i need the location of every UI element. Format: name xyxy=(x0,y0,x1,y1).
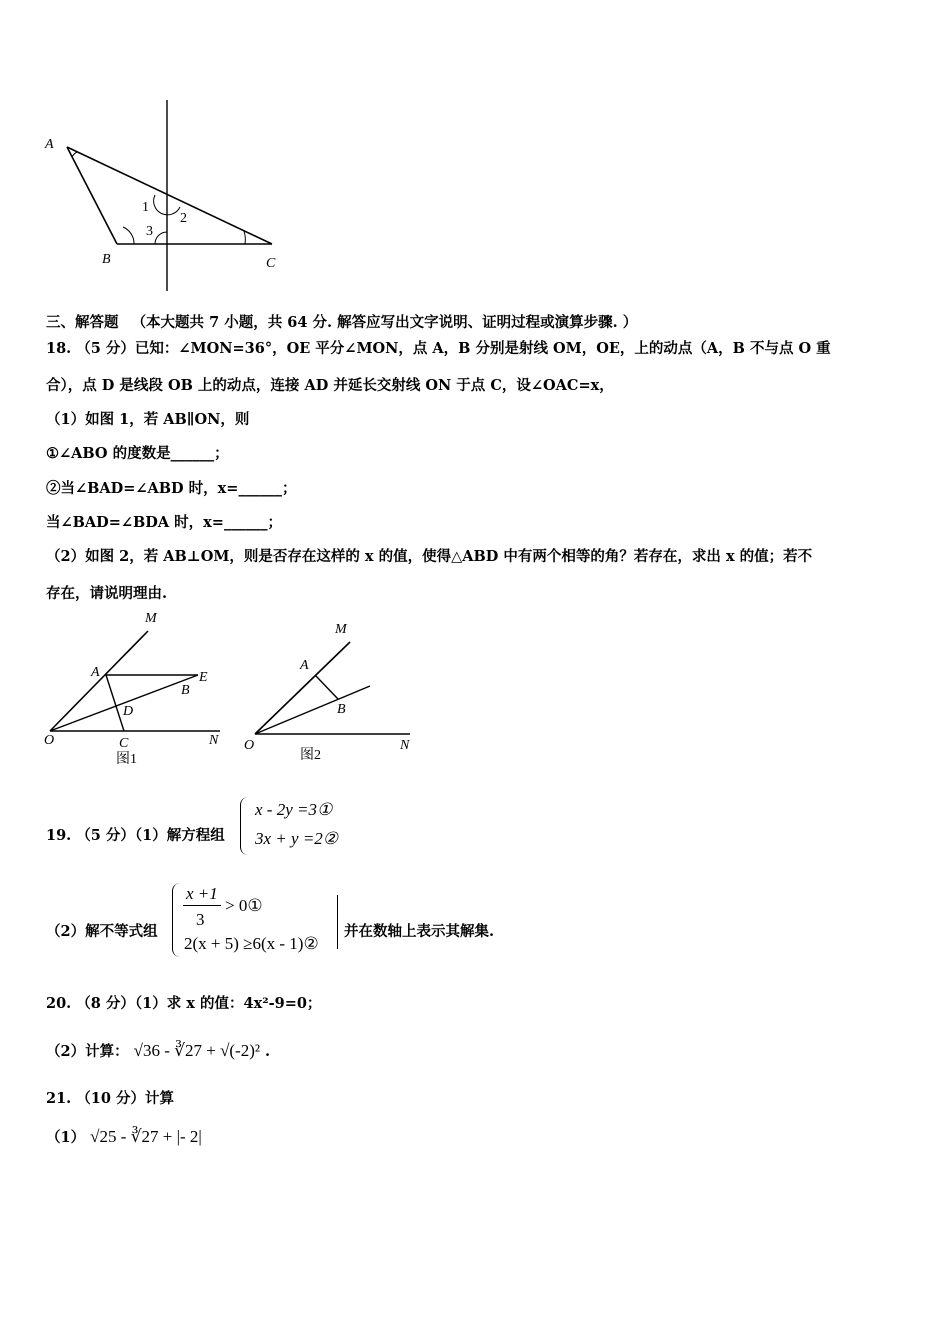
q19-ineq1-den: 3 xyxy=(196,910,205,929)
triangle-figure xyxy=(40,95,290,295)
label-2: 2 xyxy=(180,211,187,226)
fig2-label-A: A xyxy=(300,658,309,673)
label-C: C xyxy=(266,256,276,271)
q18-line1: 18. （5 分）已知：∠MON=36°，OE 平分∠MON，点 A，B 分别是射线 OM，OE，上的动点（A，B 不与点 O 重 xyxy=(46,340,831,357)
q20-line1 xyxy=(46,992,321,1013)
q19-part2-prefix: （2）解不等式组 xyxy=(46,923,158,940)
q18-sub2: ②当∠BAD=∠ABD 时，x=______； xyxy=(46,480,297,497)
fig2-caption: 图2 xyxy=(300,748,321,763)
fig2-label-N: N xyxy=(400,738,410,753)
fig1-label-M: M xyxy=(145,611,157,626)
label-3: 3 xyxy=(146,224,153,239)
q18-line2: 合），点 D 是线段 OB 上的动点，连接 AD 并延长交射线 ON 于点 C，设∠OAC=x， xyxy=(46,377,614,394)
section-heading-line xyxy=(46,311,637,332)
q20-line1-expr: 4x²-9=0； xyxy=(243,995,322,1012)
q18-part1: （1）如图 1，若 AB∥ON，则 xyxy=(46,411,250,428)
q19-eq2: 3x + y =2② xyxy=(255,829,339,848)
figure-1 xyxy=(40,605,230,770)
q19-eq1: x - 2y =3① xyxy=(255,800,333,819)
fig1-label-E: E xyxy=(199,670,208,685)
q18-part2-line2: 存在，请说明理由. xyxy=(46,585,168,602)
q21-part1 xyxy=(46,1126,202,1147)
q18-sub1: ①∠ABO 的度数是______； xyxy=(46,445,229,462)
q19-ineq-close-bar xyxy=(337,895,338,949)
fig1-label-C: C xyxy=(119,736,129,751)
q18-sub3: 当∠BAD=∠BDA 时，x=______； xyxy=(46,514,282,531)
q19-fraction-bar xyxy=(183,905,221,906)
q19-ineq-brace xyxy=(172,883,183,957)
section-heading: 三、解答题 xyxy=(46,314,119,331)
fig1-caption: 图1 xyxy=(116,752,137,767)
q20-part2-prefix: （2）计算： xyxy=(46,1043,129,1060)
label-B: B xyxy=(102,252,111,267)
q19-prefix: 19. （5 分）（1）解方程组 xyxy=(46,827,225,844)
q20-part2 xyxy=(46,1040,270,1061)
q19-ineq1-num: x +1 xyxy=(186,884,218,903)
fig1-label-N: N xyxy=(209,733,219,748)
fig1-label-D: D xyxy=(123,704,134,719)
q19-ineq1-rest: > 0① xyxy=(225,896,263,915)
figure-2 xyxy=(240,615,425,765)
q19-ineq2: 2(x + 5) ≥6(x - 1)② xyxy=(184,934,319,953)
q20-end: . xyxy=(265,1043,271,1060)
fig2-label-M: M xyxy=(335,622,347,637)
q21-part1-prefix: （1） xyxy=(46,1129,86,1146)
q20-expr: √36 - ∛27 + √(-2)² xyxy=(133,1041,260,1060)
section-note: （本大题共 7 小题，共 64 分. 解答应写出文字说明、证明过程或演算步骤. ） xyxy=(131,314,638,331)
label-1: 1 xyxy=(142,200,149,215)
fig1-label-O: O xyxy=(44,733,55,748)
q21-title: 21. （10 分）计算 xyxy=(46,1090,175,1107)
fig1-label-A: A xyxy=(91,665,100,680)
fig1-label-B: B xyxy=(181,683,190,698)
fig2-label-O: O xyxy=(244,738,255,753)
q20-line1-prefix: 20. （8 分）（1）求 x 的值： xyxy=(46,995,244,1012)
q19-suffix: 并在数轴上表示其解集. xyxy=(344,923,495,940)
fig2-label-B: B xyxy=(337,702,346,717)
label-A: A xyxy=(45,137,54,152)
q19-system-brace xyxy=(240,797,251,855)
q21-expr: √25 - ∛27 + |- 2| xyxy=(90,1127,202,1146)
q18-part2-line1: （2）如图 2，若 AB⊥OM，则是否存在这样的 x 的值，使得△ABD 中有两个相等的角？若存在，求出 x 的值；若不 xyxy=(46,548,813,565)
